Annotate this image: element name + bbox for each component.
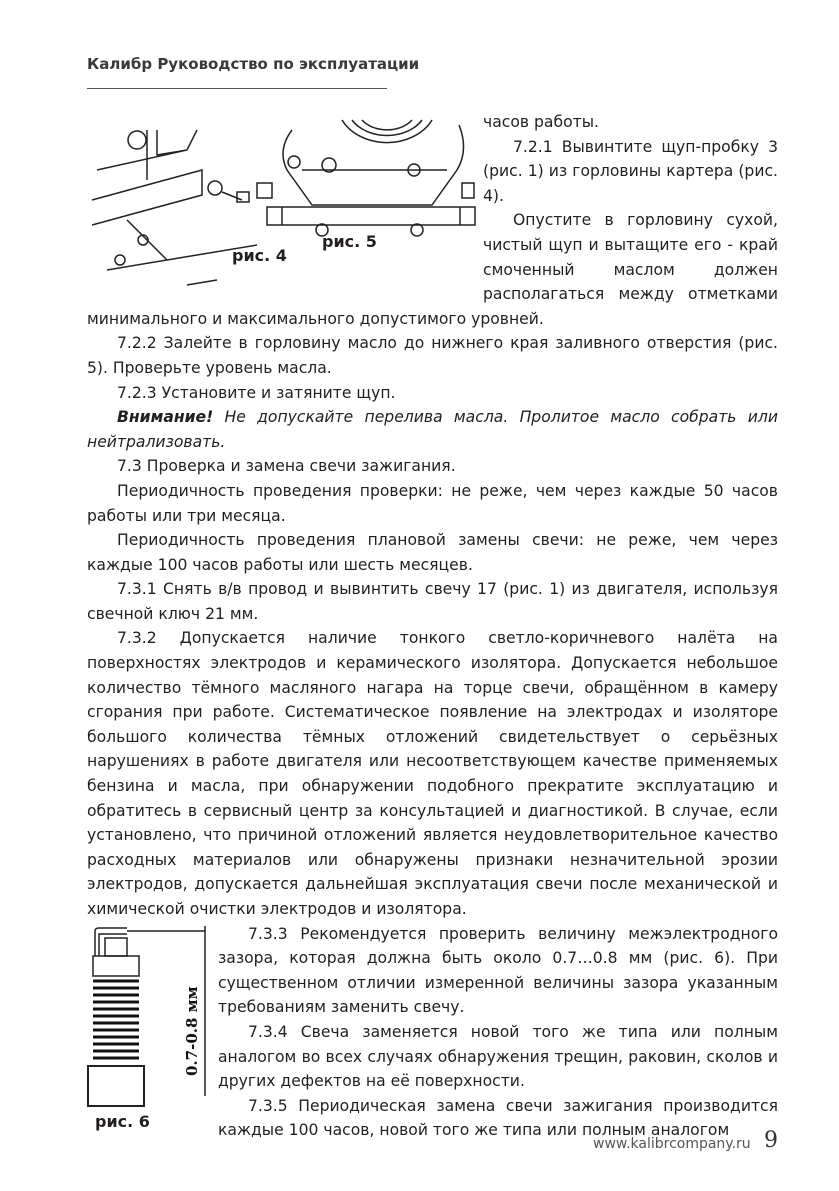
figure-5-caption: рис. 5 xyxy=(322,232,377,251)
gap-label: 0.7-0.8 мм xyxy=(183,985,201,1076)
section-heading: 7.3 Проверка и замена свечи зажигания. xyxy=(117,457,456,476)
paragraph: часов работы. xyxy=(483,113,599,131)
paragraph: 7.2.2 Залейте в горловину масло до нижнего края заливного отверстия (рис. 5). Проверьте уровень масла. xyxy=(87,334,778,377)
running-header: Калибр Руководство по эксплуатации xyxy=(87,55,420,73)
figure-6 xyxy=(87,926,212,1136)
header-rule xyxy=(87,88,387,89)
warning-label: Внимание! xyxy=(117,408,214,427)
paragraph: 7.3.1 Снять в/в провод и вывинтить свечу 17 (рис. 1) из двигателя, используя свечной ключ 21 мм. xyxy=(87,580,778,623)
page-number: 9 xyxy=(764,1128,778,1153)
paragraph: 7.3.4 Свеча заменяется новой того же типа или полным аналогом во всех случаях обнаружения трещин, раковин, сколов и других дефектов на её поверхности. xyxy=(218,1022,778,1091)
paragraph: 7.3.5 Периодическая замена свечи зажигания производится каждые 100 часов, новой того же типа или полным аналогом xyxy=(218,1096,778,1140)
spark-plug-illustration xyxy=(87,926,212,1111)
paragraph: 7.3.3 Рекомендуется проверить величину межэлектродного зазора, которая должна быть около 0.7…0.8 мм (рис. 6). При существенном отличии измеренной величины зазора указанным требованиям заменить свечу. xyxy=(218,924,778,1017)
paragraph: 7.3.2 Допускается наличие тонкого светло-коричневого налёта на поверхностях электродов и керамического изолятора. Допускается небольшое количество тёмного масляного нагара на торце свечи, обращённом в камеру сгорания при работе. Систематическое появление на электродах и изоляторе большого количества тёмных отложений свидетельствует о серьёзных нарушениях в работе двигателя или несоответствующем качестве применяемых бензина и масла, при обнаружении подобного прекратите эксплуатацию и обратитесь в сервисный центр за консультацией и диагностикой. В случае, если установлено, что причиной отложений является неудовлетворительное качество расходных материалов или обнаружены признаки незначительной эрозии электродов, допускается дальнейшая эксплуатация свечи после механической и химической очистки электродов и изолятора. xyxy=(87,629,778,918)
warning-text: Не допускайте перелива масла. Пролитое масло собрать или нейтрализовать. xyxy=(87,408,778,451)
figure-6-caption: рис. 6 xyxy=(95,1111,150,1131)
paragraph: 7.2.3 Установите и затяните щуп. xyxy=(117,383,396,402)
paragraph: Периодичность проведения плановой замены свечи: не реже, чем через каждые 100 часов работы или шесть месяцев. xyxy=(87,531,778,574)
footer-url: www.kalibrcompany.ru xyxy=(593,1136,751,1152)
paragraph: Опустите в горловину сухой, чистый щуп и вытащите его - край смоченный маслом должен располагаться между отметками минимального и максимального допустимого уровней. xyxy=(87,211,778,328)
figure-4-caption: рис. 4 xyxy=(232,246,287,265)
paragraph: 7.2.1 Вывинтите щуп-пробку 3 (рис. 1) из горловины картера (рис. 4). xyxy=(483,137,778,205)
figure-4-5 xyxy=(87,110,479,290)
body-text xyxy=(87,110,778,1143)
warning-paragraph xyxy=(87,405,778,454)
paragraph: Периодичность проведения проверки: не реже, чем через каждые 50 часов работы или три месяца. xyxy=(87,481,778,525)
